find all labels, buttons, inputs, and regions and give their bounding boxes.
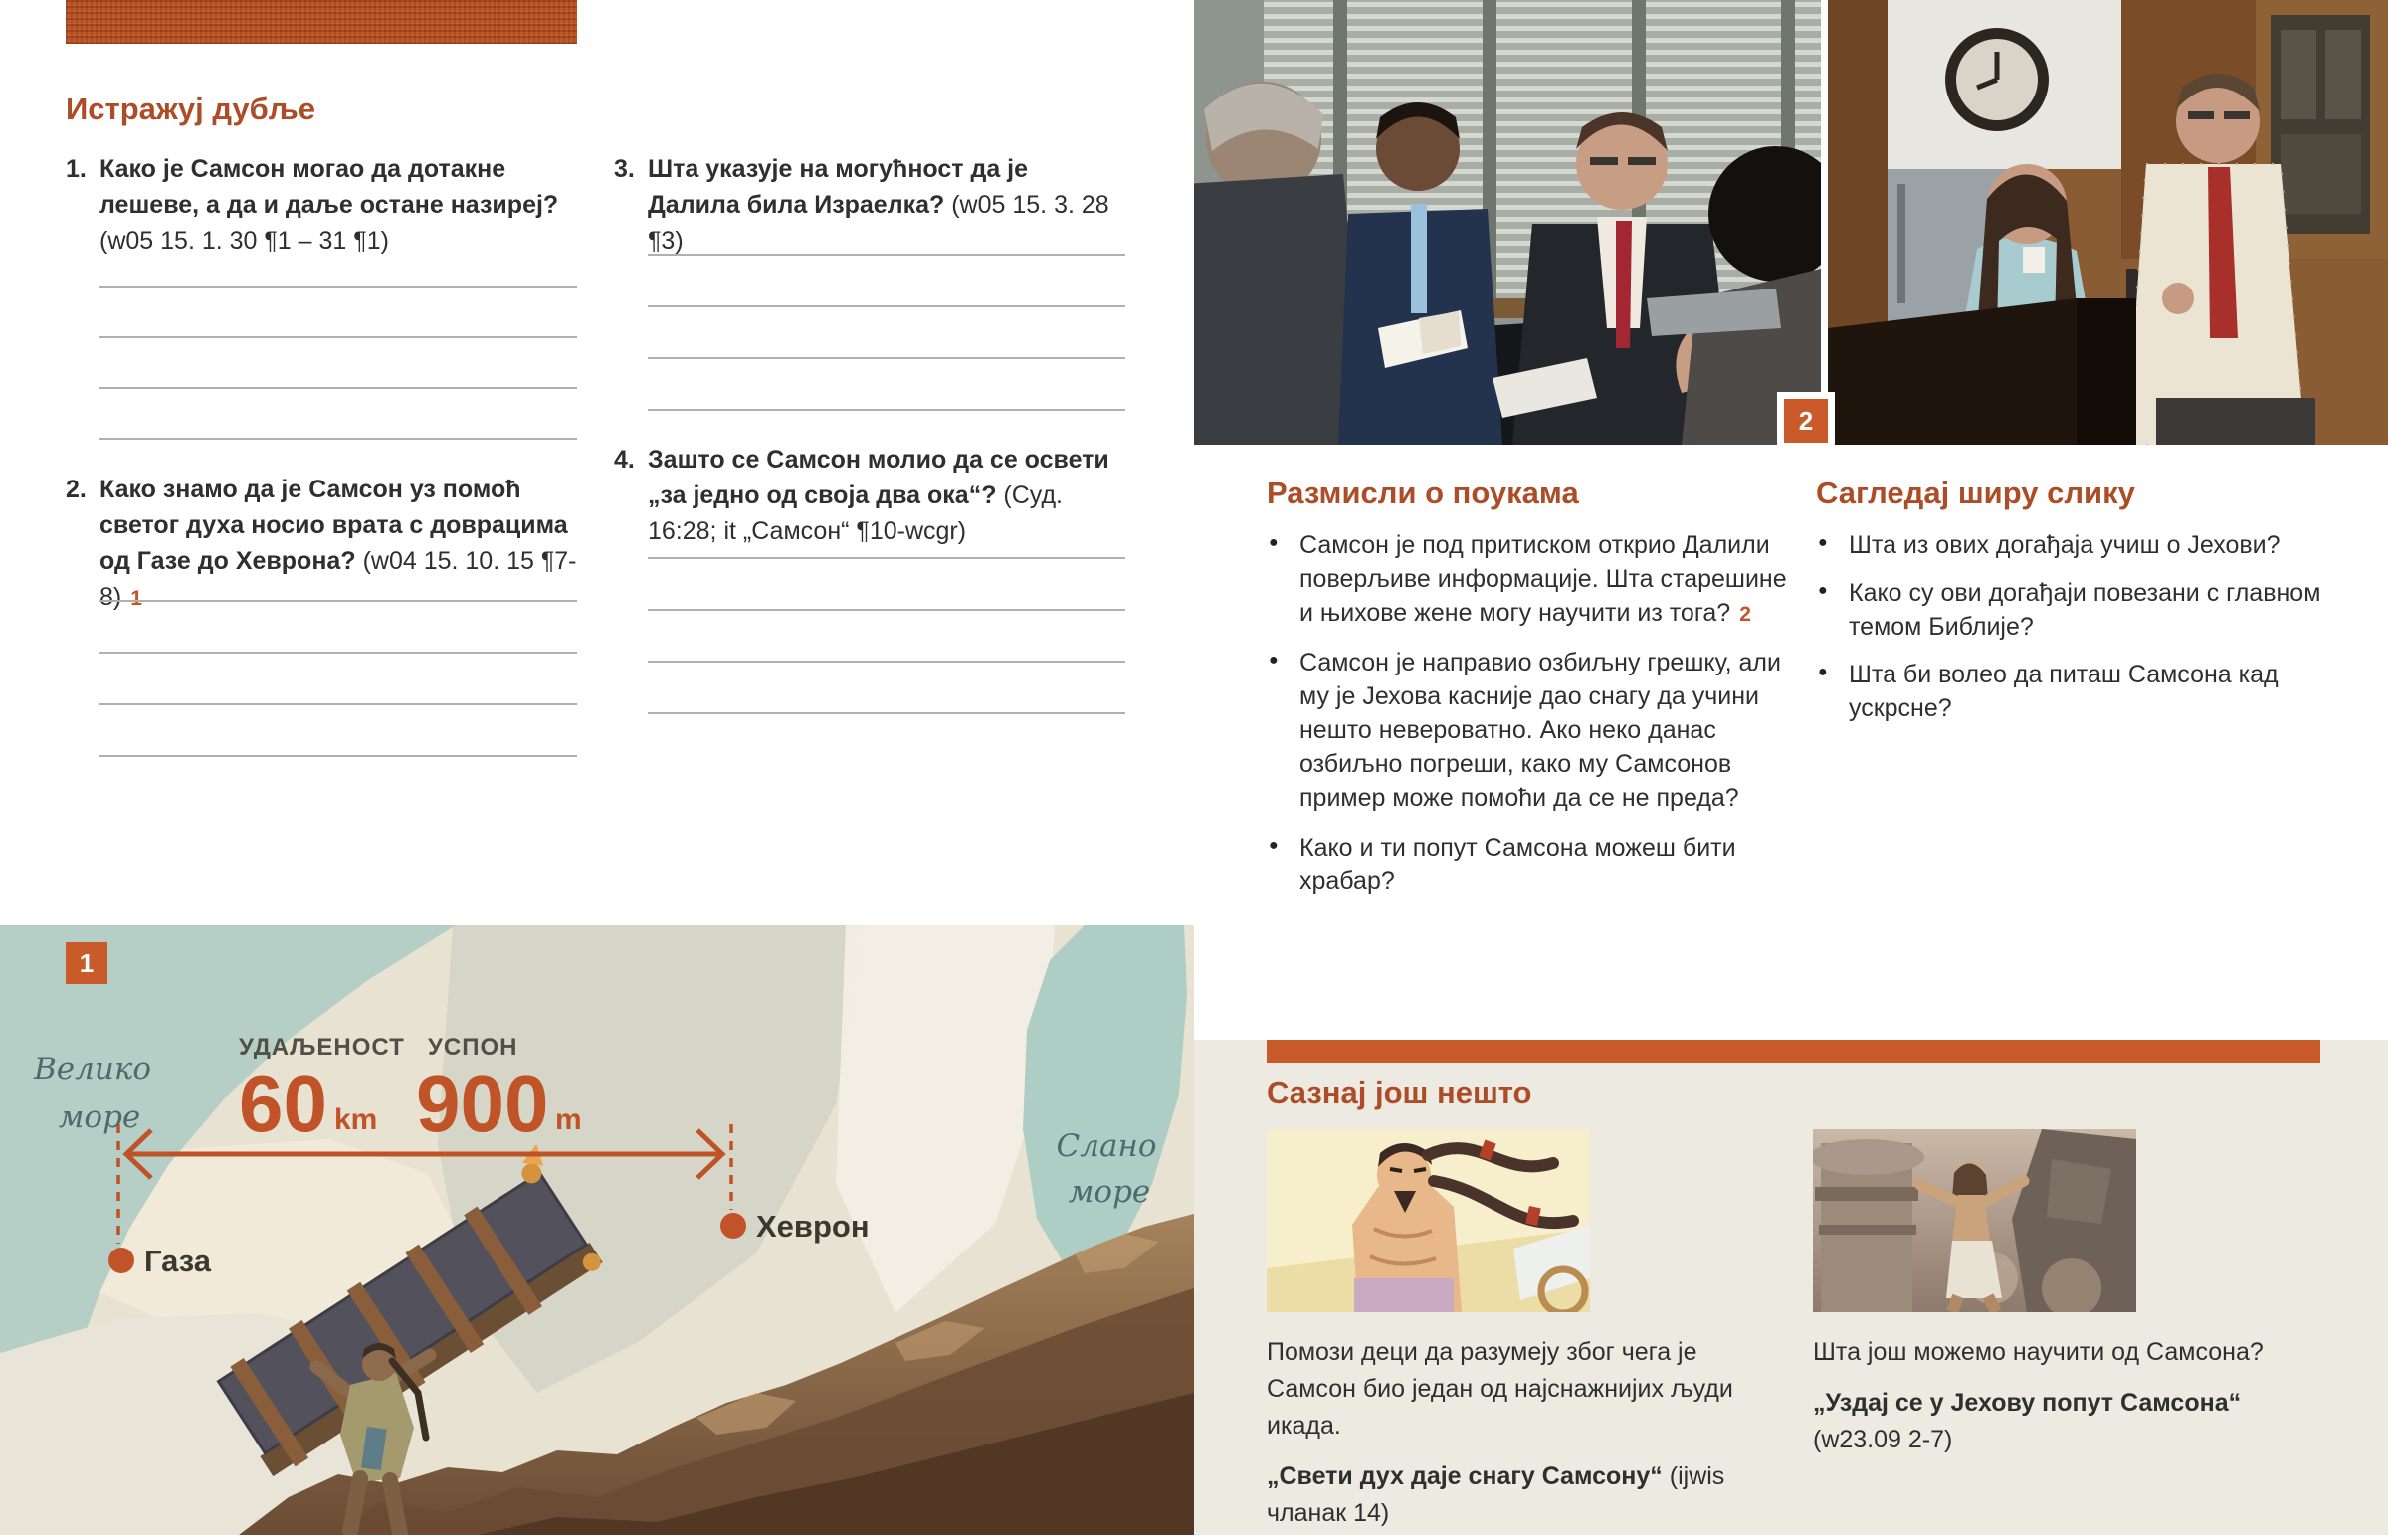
question-text: Како је Самсон могао да дотакне лешеве, а да и даље остане назиреј? [100, 155, 559, 219]
lesson-text: Како и ти попут Самсона можеш бити храбар? [1299, 834, 1736, 895]
bullet-icon: ● [1818, 664, 1828, 680]
lesson-text: Самсон је направио озбиљну грешку, али му је Јехова касније дао снагу да учини нешто невероватно. Ако неко данас озбиљно погреши, како му Самсонов пример може помоћи да се не преда? [1299, 649, 1781, 812]
gaza-label: Газа [144, 1244, 212, 1278]
question-text: Шта указује на могућност да је Далила била Израелка? [648, 155, 1029, 219]
photo-badge-ring [1777, 392, 1835, 450]
question-text: Како знамо да је Самсон уз помоћ светог духа носио врата с доврацима од Газе до Хеврона? [100, 476, 568, 575]
salt-sea-label-line2: море [1068, 1174, 1151, 1210]
big-picture-text: Шта би волео да питаш Самсона кад ускрсне? [1849, 661, 2279, 722]
list-item [1816, 528, 2358, 562]
learn-item-caption: Шта још можемо научити од Самсона? [1813, 1338, 2264, 1366]
answer-line[interactable] [100, 438, 577, 440]
lessons-title: Размисли о поукама [1267, 476, 1579, 510]
big-picture-title: Сагледај ширу слику [1816, 476, 2135, 510]
gaza-hebron-map [0, 925, 1194, 1535]
hebron-marker [720, 1213, 746, 1239]
question-number: 4. [614, 446, 635, 474]
question-ref: (w05 15. 3. 28 ¶3) [648, 191, 1109, 255]
answer-line[interactable] [648, 557, 1125, 559]
learn-more-title: Сазнај још нешто [1267, 1075, 1532, 1110]
big-picture-list [1816, 528, 2358, 739]
ascent-value: 900 [416, 1059, 549, 1148]
bullet-icon: ● [1269, 534, 1279, 551]
photo-kitchen-conversation [1828, 0, 2388, 445]
answer-line[interactable] [648, 305, 1125, 307]
answer-line[interactable] [100, 600, 577, 602]
thumb-samson-pillars[interactable] [1813, 1129, 2136, 1312]
question-ref: (w04 15. 10. 15 ¶7-8) [100, 547, 577, 611]
question-text: Зашто се Самсон молио да се освети „за једно од своја два ока“? [648, 446, 1109, 509]
question-1 [66, 151, 577, 261]
big-picture-text: Како су ови догађаји повезани с главном темом Библије? [1849, 579, 2321, 641]
bullet-icon: ● [1269, 652, 1279, 669]
answer-line[interactable] [648, 409, 1125, 411]
answer-line[interactable] [648, 712, 1125, 714]
photo-number-badge: 2 [1784, 399, 1828, 443]
salt-sea-label-line1: Слано [1056, 1128, 1157, 1164]
ascent-unit: m [555, 1103, 582, 1136]
thumb-samson-comic[interactable] [1267, 1129, 1590, 1312]
bullet-icon: ● [1818, 582, 1828, 599]
learn-more-item [1813, 1129, 2330, 1458]
orange-texture-bar [66, 0, 577, 44]
learn-more-panel [1194, 1040, 2388, 1535]
question-number: 3. [614, 155, 635, 183]
learn-item-caption: Помози деци да разумеју због чега је Самсон био један од најснажнијих људи икада. [1267, 1338, 1733, 1440]
great-sea-label-line1: Велико [33, 1052, 152, 1087]
lesson-text: Самсон је под притиском открио Далили поверљиве информације. Шта старешине и њихове жене могу научити из тога? [1299, 531, 1787, 627]
list-item [1816, 576, 2358, 644]
question-ref: (Суд. 16:28; it „Самсон“ ¶10-wcgr) [648, 481, 1064, 545]
map-illustration [0, 925, 1194, 1535]
answer-line[interactable] [648, 357, 1125, 359]
learn-item-link[interactable]: „Уздај се у Јехову попут Самсона“ [1813, 1389, 2242, 1417]
question-4 [614, 442, 1125, 551]
answer-line[interactable] [100, 387, 577, 389]
distance-value: 60 [239, 1059, 327, 1148]
answer-line[interactable] [100, 286, 577, 288]
learn-item-ref: (w23.09 2-7) [1813, 1426, 1953, 1453]
answer-line[interactable] [100, 755, 577, 757]
distance-label: УДАЉЕНОСТ [239, 1034, 405, 1060]
learn-item-link[interactable]: „Свети дух даје снагу Самсону“ [1267, 1462, 1663, 1490]
answer-line[interactable] [648, 254, 1125, 256]
great-sea-label-line2: море [58, 1099, 141, 1135]
photo-elders-meeting [1194, 0, 1821, 445]
list-item [1816, 658, 2358, 725]
explore-title: Истражуј дубље [66, 92, 316, 126]
bullet-icon: ● [1818, 534, 1828, 551]
answer-line[interactable] [648, 661, 1125, 663]
lesson-photo-ref: 2 [1739, 603, 1751, 626]
answer-line[interactable] [100, 703, 577, 705]
question-number: 2. [66, 476, 87, 503]
list-item [1267, 831, 1794, 900]
question-3 [614, 151, 1125, 261]
list-item [1267, 528, 1794, 632]
list-item [1267, 646, 1794, 817]
learn-item-ref: (ijwis чланак 14) [1267, 1462, 1725, 1527]
answer-line[interactable] [648, 609, 1125, 611]
question-number: 1. [66, 155, 87, 183]
question-map-ref: 1 [130, 587, 142, 610]
kitchen-illustration [1828, 0, 2388, 445]
distance-unit: km [334, 1103, 378, 1136]
ascent-label: УСПОН [428, 1034, 518, 1060]
answer-line[interactable] [100, 336, 577, 338]
hebron-label: Хеврон [756, 1209, 870, 1244]
question-ref: (w05 15. 1. 30 ¶1 – 31 ¶1) [100, 227, 389, 255]
lessons-list [1267, 528, 1794, 914]
elders-meeting-illustration [1194, 0, 1821, 445]
gaza-marker [108, 1248, 134, 1273]
question-2 [66, 472, 577, 617]
map-number-badge: 1 [66, 942, 107, 984]
bullet-icon: ● [1269, 837, 1279, 854]
answer-line[interactable] [100, 652, 577, 654]
big-picture-text: Шта из ових догађаја учиш о Јехови? [1849, 531, 2281, 559]
panel-orange-bar [1267, 1040, 2320, 1063]
learn-more-item [1267, 1129, 1784, 1532]
